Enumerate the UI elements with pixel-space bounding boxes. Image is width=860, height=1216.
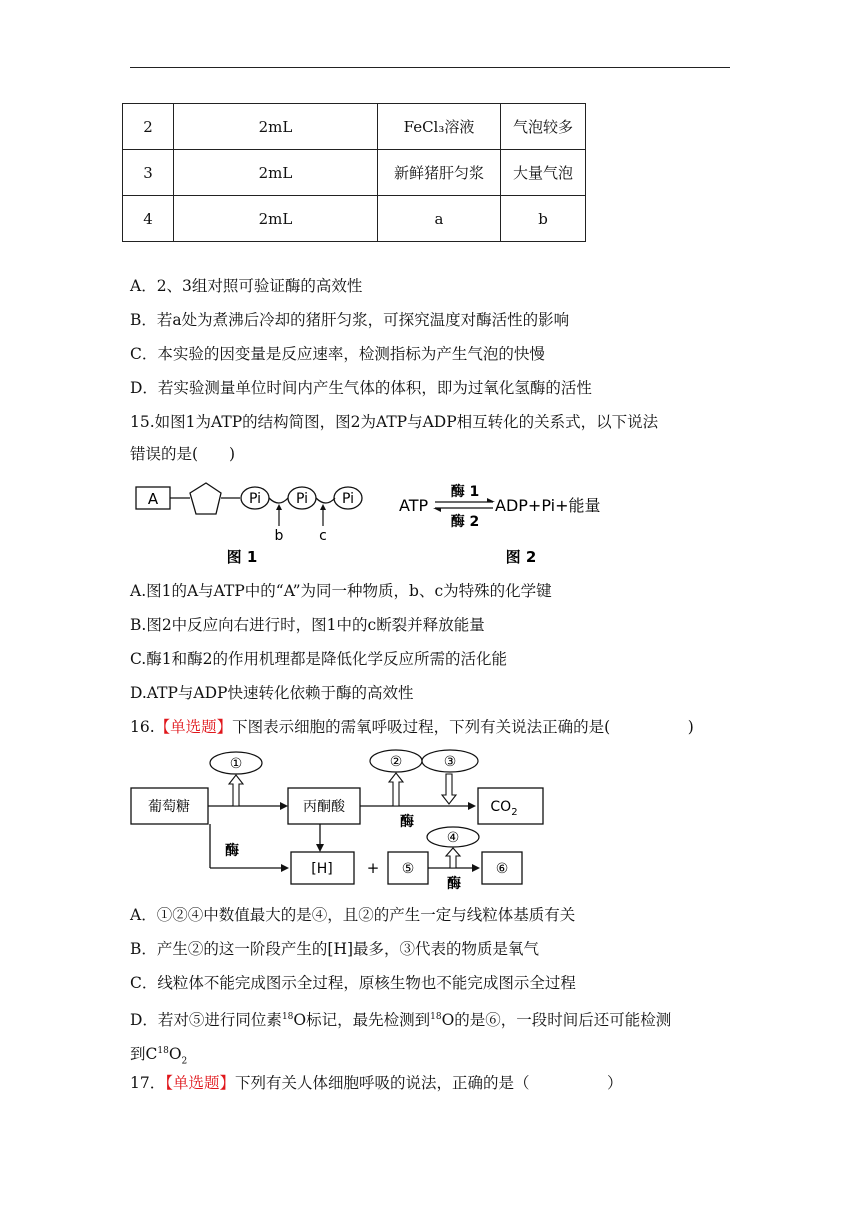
atp-structure-figure — [130, 478, 370, 568]
cell-volume: 2mL — [174, 150, 378, 196]
cell-result: 大量气泡 — [501, 150, 586, 196]
enzyme-label: 酶 — [400, 814, 414, 830]
cell-no: 4 — [123, 196, 174, 242]
cell-reagent: a — [378, 196, 501, 242]
forward-arrow — [487, 498, 495, 502]
product-4-label: ④ — [446, 830, 460, 846]
cell-result: b — [501, 196, 586, 242]
h-label: [H] — [311, 861, 333, 877]
bond-c-label: c — [319, 528, 327, 544]
q16-option-d-line2: 到$C^{18}O_2$ — [130, 1045, 188, 1067]
q15-option-c: C.酶1和酶2的作用机理都是降低化学反应所需的活化能 — [130, 650, 507, 668]
product-2-label: ② — [389, 754, 403, 770]
glucose-label: 葡萄糖 — [148, 799, 190, 815]
q14-option-d: D．若实验测量单位时间内产生气体的体积，即为过氧化氢酶的活性 — [130, 379, 592, 397]
aerobic-respiration-diagram — [128, 748, 548, 893]
q16-tag: 【单选题】 — [154, 718, 233, 736]
q14-option-b: B．若a处为煮沸后冷却的猪肝匀浆，可探究温度对酶活性的影响 — [130, 311, 570, 329]
cell-no: 3 — [123, 150, 174, 196]
high-energy-bond-b — [269, 498, 288, 503]
q17-stem-text: 下列有关人体细胞呼吸的说法，正确的是（ ） — [235, 1074, 623, 1092]
q16-number: 16. — [130, 718, 155, 736]
phosphate-label: Pi — [295, 491, 309, 507]
enzyme2-label: 酶 2 — [450, 514, 480, 530]
q16-option-b: B．产生②的这一阶段产生的[H]最多，③代表的物质是氧气 — [130, 940, 540, 958]
cell-no: 2 — [123, 104, 174, 150]
q16-stem-text: 下图表示细胞的需氧呼吸过程，下列有关说法正确的是( ) — [232, 718, 694, 736]
input-5-label: ⑤ — [401, 861, 415, 877]
figure1-caption: 图 1 — [226, 548, 258, 566]
product-1-label: ① — [229, 756, 243, 772]
phosphate-label: Pi — [341, 491, 355, 507]
adp-pi-energy-label: ADP+Pi+能量 — [495, 496, 601, 515]
hollow-arrow-up-icon — [389, 773, 403, 806]
cell-result: 气泡较多 — [501, 104, 586, 150]
plus-sign: + — [366, 859, 380, 877]
q16-option-a: A．①②④中数值最大的是④，且②的产生一定与线粒体基质有关 — [130, 906, 576, 924]
enzyme-label: 酶 — [225, 843, 239, 859]
high-energy-bond-c — [316, 498, 335, 503]
table-row — [123, 104, 586, 150]
reverse-arrow — [433, 508, 441, 512]
pyruvate-label: 丙酮酸 — [303, 799, 345, 815]
cell-volume: 2mL — [174, 196, 378, 242]
q16-option-c: C．线粒体不能完成图示全过程，原核生物也不能完成图示全过程 — [130, 974, 576, 992]
q16-option-d: D．若对⑤进行同位素$^{18}$O标记，最先检测到$^{18}$O的是⑥，一段时间后还可能检测 — [130, 1011, 672, 1030]
co2-label: $CO_2$ — [490, 799, 518, 818]
hollow-arrow-up-icon — [229, 775, 243, 806]
phosphate-label: Pi — [248, 491, 262, 507]
input-3-label: ③ — [443, 754, 457, 770]
cell-volume: 2mL — [174, 104, 378, 150]
product-6-label: ⑥ — [495, 861, 509, 877]
q16-stem — [130, 717, 694, 737]
bond-b-label: b — [274, 528, 284, 544]
cell-reagent: FeCl₃溶液 — [378, 104, 501, 150]
q15-stem-line2: 错误的是( ) — [130, 445, 236, 463]
experiment-table — [122, 103, 586, 242]
q15-option-a: A.图1的A与ATP中的“A”为同一种物质，b、c为特殊的化学键 — [130, 582, 552, 600]
figure2-caption: 图 2 — [505, 548, 537, 566]
ribose-pentagon — [190, 483, 221, 514]
cell-reagent: 新鲜猪肝匀浆 — [378, 150, 501, 196]
atp-label: ATP — [399, 496, 429, 515]
hollow-arrow-up-icon — [446, 848, 460, 868]
enzyme-label: 酶 — [447, 876, 461, 892]
table-row — [123, 196, 586, 242]
q15-option-b: B.图2中反应向右进行时，图1中的c断裂并释放能量 — [130, 616, 485, 634]
q14-option-c: C．本实验的因变量是反应速率，检测指标为产生气泡的快慢 — [130, 345, 545, 363]
hollow-arrow-down-icon — [442, 774, 456, 804]
q17-number: 17． — [130, 1074, 166, 1092]
atp-adp-conversion-figure — [395, 478, 615, 568]
table-row — [123, 150, 586, 196]
enzyme1-label: 酶 1 — [450, 484, 480, 500]
adenine-label: A — [147, 490, 159, 508]
q14-option-a: A．2、3组对照可验证酶的高效性 — [130, 277, 363, 295]
header-rule — [130, 67, 730, 68]
q15-stem-line1: 15.如图1为ATP的结构简图，图2为ATP与ADP相互转化的关系式，以下说法 — [130, 413, 659, 431]
q15-option-d: D.ATP与ADP快速转化依赖于酶的高效性 — [130, 684, 414, 702]
q17-tag: 【单选题】 — [165, 1074, 235, 1092]
q17-stem — [130, 1073, 623, 1093]
